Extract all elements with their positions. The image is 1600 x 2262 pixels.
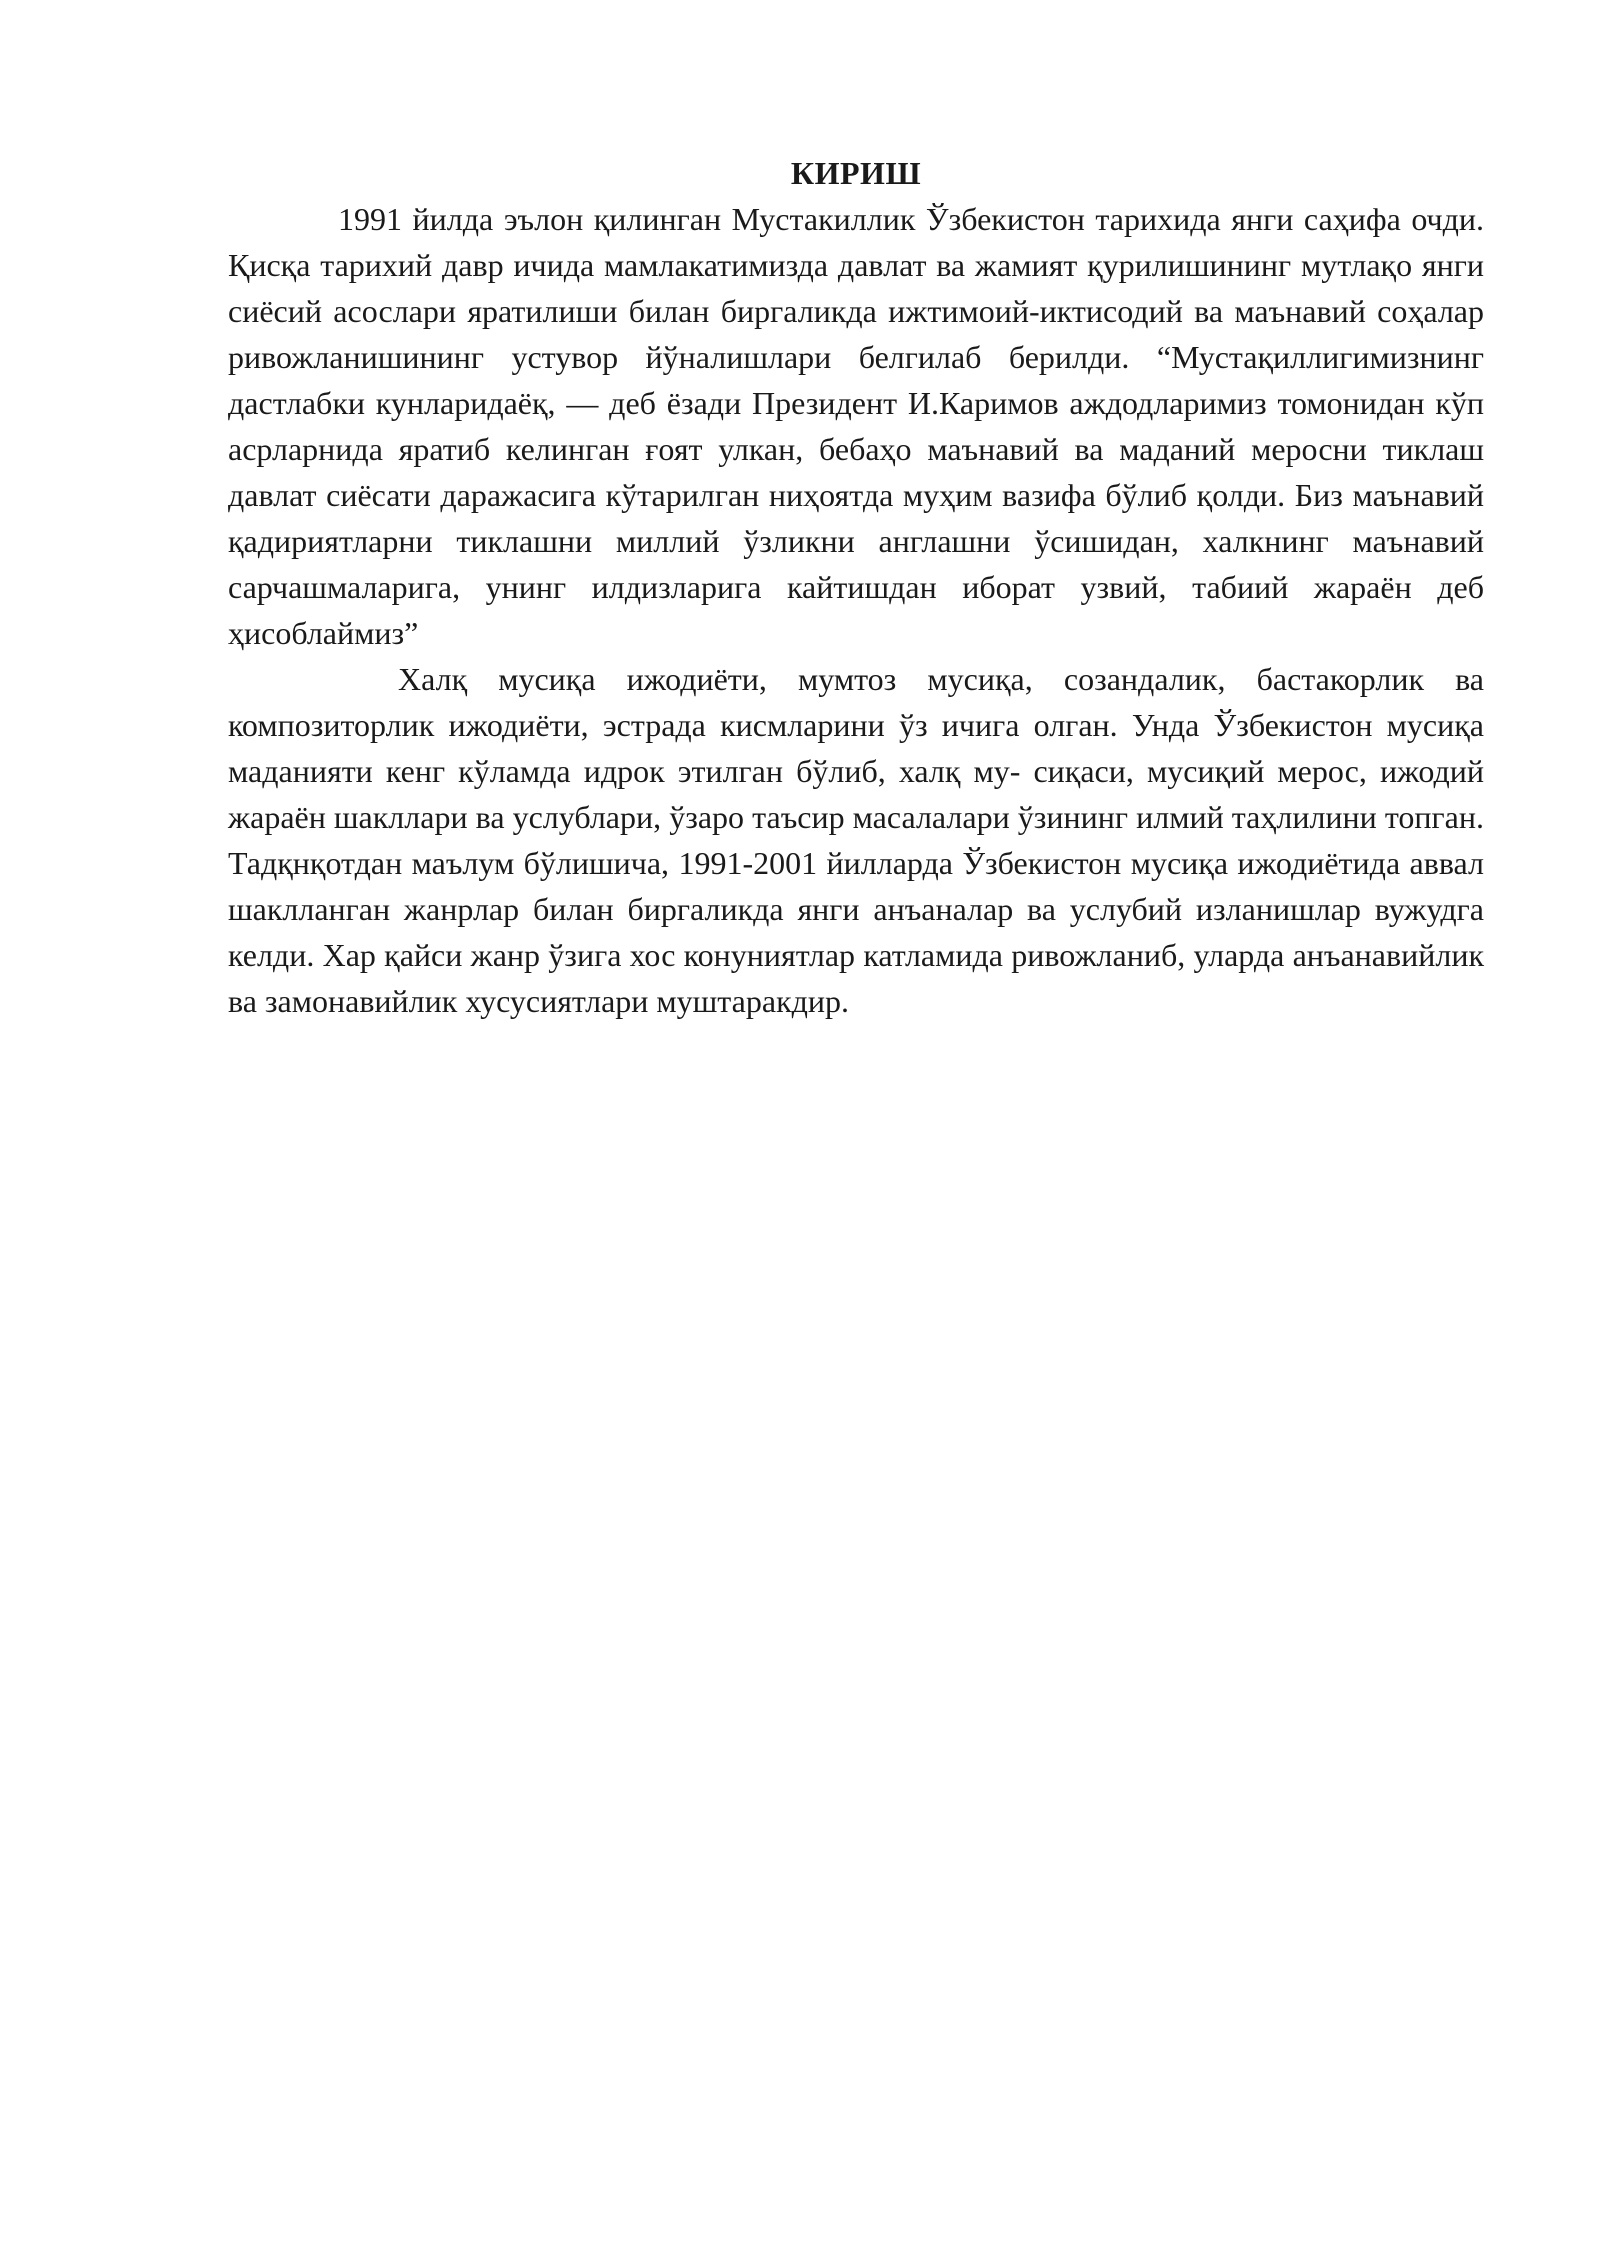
document-page bbox=[228, 150, 1484, 1024]
paragraph-music: Халқ мусиқа ижодиёти, мумтоз мусиқа, созандалик, бастакорлик ва композиторлик ижодиёти, эстрада кисмларини ўз ичига олган. Унда Ўзбекистон мусиқа маданияти кенг кўламда идрок этилган бўлиб, халқ му- сиқаси, мусиқий мерос, ижодий жараён шакллари ва услублари, ўзаро таъсир масалалари ўзининг илмий таҳлилини топган. Тадқнқотдан маълум бўлишича, 1991-2001 йилларда Ўзбекистон мусиқа ижодиётида аввал шаклланган жанрлар билан биргаликда янги анъаналар ва услубий изланишлар вужудга келди. Хар қайси жанр ўзига хос конуниятлар катламида ривожланиб, уларда анъанавийлик ва замонавийлик хусусиятлари муштаракдир. bbox=[228, 661, 1484, 1019]
page-title: КИРИШ bbox=[790, 155, 922, 191]
paragraph-independence: 1991 йилда эълон қилинган Мустакиллик Ўзбекистон тарихида янги саҳифа очди. Қисқа тарихий давр ичида мамлакатимизда давлат ва жамият қурилишининг мутлақо янги сиёсий асослари яратилиши билан биргаликда ижтимоий-иктисодий ва маънавий соҳалар ривожланишининг устувор йўналишлари белгилаб берилди. “Мустақиллигимизнинг дастлабки кунларидаёқ, — деб ёзади Президент И.Каримов аждодларимиз томонидан кўп асрларнида яратиб келинган ғоят улкан, бебаҳо маънавий ва маданий меросни тиклаш давлат сиёсати даражасига кўтарилган ниҳоятда муҳим вазифа бўлиб қолди. Биз маънавий қадириятларни тиклашни миллий ўзликни англашни ўсишидан, халкнинг маънавий сарчашмаларига, унинг илдизларига кайтишдан иборат узвий, табиий жараён деб ҳисоблаймиз” bbox=[228, 201, 1484, 651]
